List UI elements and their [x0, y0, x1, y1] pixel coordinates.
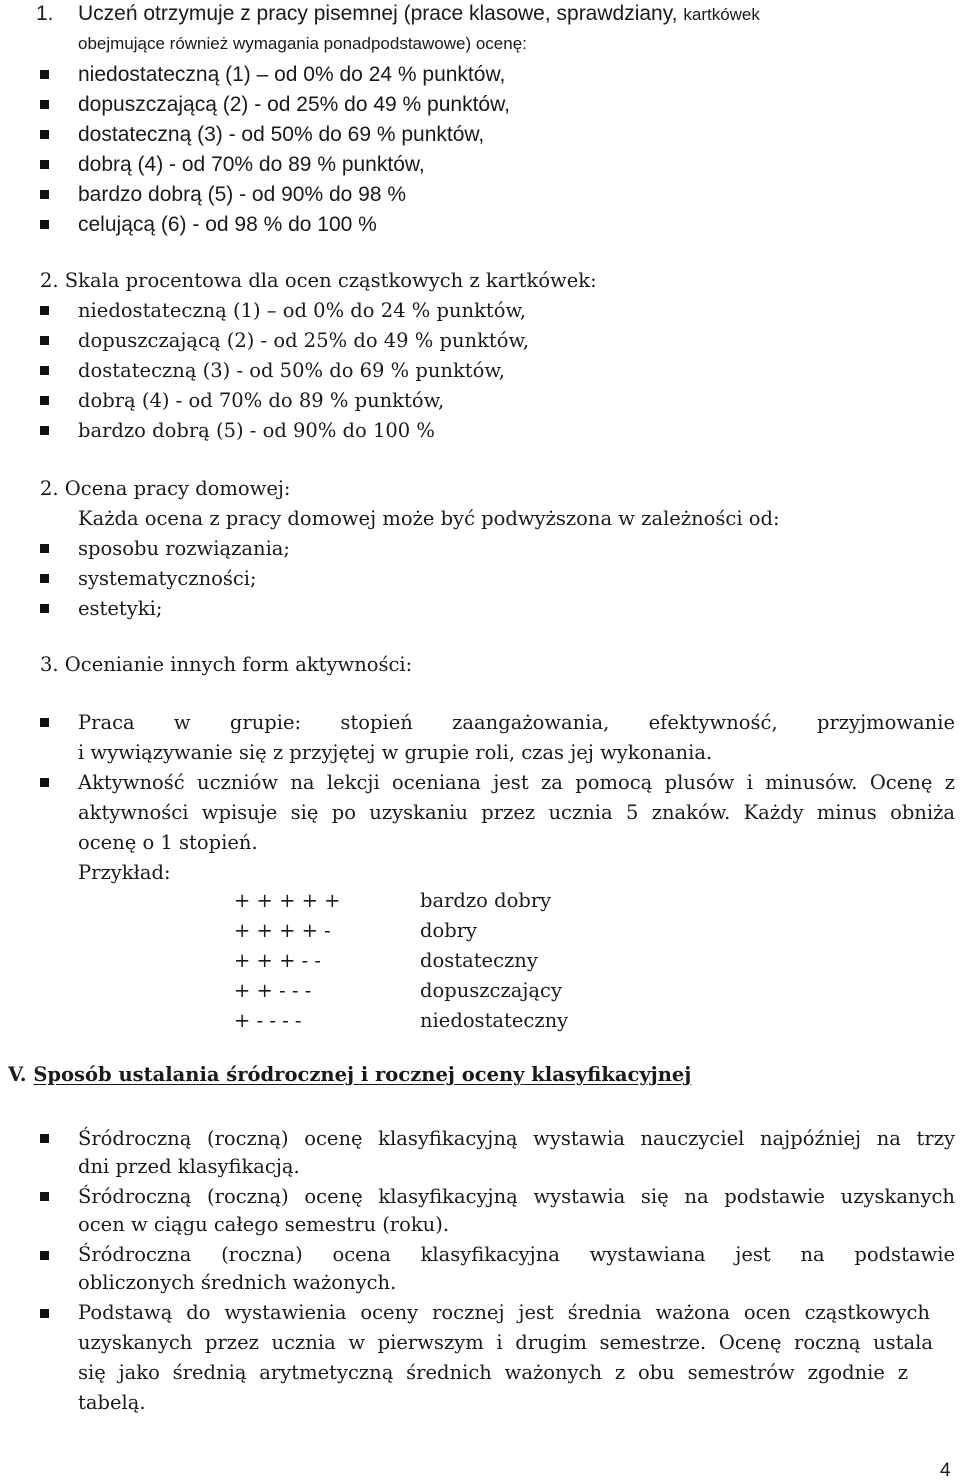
paragraph-line: uzyskanych przez ucznia w pierwszym i drugim semestrze. Ocenę roczną ustala [78, 1331, 933, 1354]
page-number: 4 [940, 1460, 951, 1481]
list-item: dopuszczającą (2) - od 25% do 49 % punktów, [78, 329, 530, 352]
paragraph-line: się jako średnią arytmetyczną średnich ważonych z obu semestrów zgodnie z [78, 1361, 908, 1384]
paragraph-line: dni przed klasyfikacją. [78, 1155, 300, 1178]
list-item: niedostateczną (1) – od 0% do 24 % punktów, [78, 63, 506, 86]
section-intro: Każda ocena z pracy domowej może być podwyższona w zależności od: [78, 507, 780, 530]
section-title-text: Sposób ustalania śródrocznej i rocznej oceny klasyfikacyjnej [33, 1063, 692, 1086]
list-item: niedostateczną (1) – od 0% do 24 % punktów, [78, 299, 527, 322]
bullet-icon [40, 306, 49, 315]
bullet-icon [40, 778, 49, 787]
example-marks: + + - - - [234, 979, 312, 1002]
list-item: dobrą (4) - od 70% do 89 % punktów, [78, 389, 445, 412]
section-heading: 3. Ocenianie innych form aktywności: [40, 653, 413, 676]
example-grade: bardzo dobry [420, 889, 552, 912]
section-1-number: 1. [36, 2, 54, 25]
paragraph-line: tabelą. [78, 1391, 146, 1414]
bullet-icon [40, 1134, 49, 1143]
section-1-intro-a: Uczeń otrzymuje z pracy pisemnej (prace klasowe, sprawdziany, [78, 2, 678, 25]
section-heading: 2. Skala procentowa dla ocen cząstkowych z kartkówek: [40, 269, 597, 292]
paragraph-line: obliczonych średnich ważonych. [78, 1271, 397, 1294]
paragraph-line: Praca w grupie: stopień zaangażowania, efektywność, przyjmowanie [78, 711, 955, 734]
paragraph-line: Aktywność uczniów na lekcji oceniana jest za pomocą plusów i minusów. Ocenę z [78, 771, 955, 794]
section-heading: 2. Ocena pracy domowej: [40, 477, 291, 500]
example-grade: dostateczny [420, 949, 538, 972]
paragraph-line: ocen w ciągu całego semestru (roku). [78, 1213, 450, 1236]
list-item: bardzo dobrą (5) - od 90% do 100 % [78, 419, 435, 442]
list-item: bardzo dobrą (5) - od 90% do 98 % [78, 183, 407, 206]
paragraph-line: Podstawą do wystawienia oceny rocznej jest średnia ważona ocen cząstkowych [78, 1301, 930, 1324]
bullet-icon [40, 1309, 49, 1318]
example-grade: dobry [420, 919, 478, 942]
paragraph-line: ocenę o 1 stopień. [78, 831, 258, 854]
list-item: dostateczną (3) - od 50% do 69 % punktów, [78, 359, 505, 382]
paragraph-line: Śródroczna (roczna) ocena klasyfikacyjna wystawiana jest na podstawie [78, 1243, 955, 1266]
bullet-icon [40, 1251, 49, 1260]
list-item: dostateczną (3) - od 50% do 69 % punktów, [78, 123, 485, 146]
bullet-icon [40, 396, 49, 405]
example-marks: + + + + + [234, 889, 341, 912]
bullet-icon [40, 190, 49, 199]
bullet-icon [40, 336, 49, 345]
bullet-icon [40, 574, 49, 583]
example-grade: dopuszczający [420, 979, 562, 1002]
example-marks: + + + + - [234, 919, 331, 942]
list-item: sposobu rozwiązania; [78, 537, 290, 560]
bullet-icon [40, 100, 49, 109]
bullet-icon [40, 70, 49, 79]
paragraph-line: i wywiązywanie się z przyjętej w grupie roli, czas jej wykonania. [78, 741, 713, 764]
example-grade: niedostateczny [420, 1009, 569, 1032]
list-item: dopuszczającą (2) - od 25% do 49 % punktów, [78, 93, 510, 116]
bullet-icon [40, 426, 49, 435]
list-item: dobrą (4) - od 70% do 89 % punktów, [78, 153, 425, 176]
list-item: systematyczności; [78, 567, 257, 590]
paragraph-line: Śródroczną (roczną) ocenę klasyfikacyjną wystawia się na podstawie uzyskanych [78, 1185, 955, 1208]
bullet-icon [40, 1192, 49, 1201]
paragraph-line: aktywności wpisuje się po uzyskaniu przez ucznia 5 znaków. Każdy minus obniża [78, 801, 955, 824]
section-1-intro [78, 3, 760, 24]
example-marks: + + + - - [234, 949, 321, 972]
list-item: estetyki; [78, 597, 163, 620]
paragraph-line: Śródroczną (roczną) ocenę klasyfikacyjną wystawia nauczyciel najpóźniej na trzy [78, 1127, 955, 1150]
section-1-intro-b: kartkówek [683, 5, 760, 24]
example-marks: + - - - - [234, 1009, 302, 1032]
bullet-icon [40, 718, 49, 727]
bullet-icon [40, 366, 49, 375]
bullet-icon [40, 160, 49, 169]
list-item: celującą (6) - od 98 % do 100 % [78, 213, 377, 236]
section-title [8, 1065, 691, 1085]
section-title-prefix: V. [8, 1063, 34, 1086]
bullet-icon [40, 130, 49, 139]
bullet-icon [40, 220, 49, 229]
bullet-icon [40, 604, 49, 613]
section-1-intro-cont: obejmujące również wymagania ponadpodstawowe) ocenę: [78, 34, 527, 53]
bullet-icon [40, 544, 49, 553]
example-label: Przykład: [78, 861, 171, 884]
